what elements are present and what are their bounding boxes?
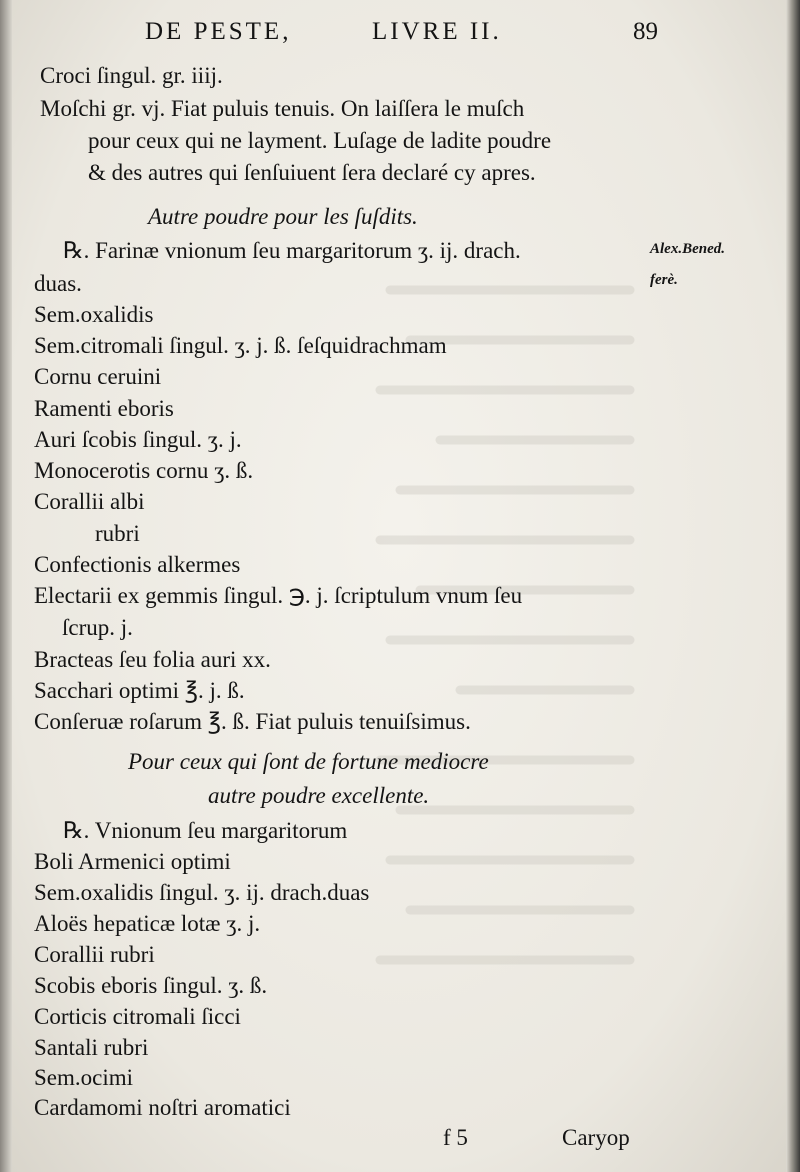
running-title: DE PESTE, — [145, 18, 292, 45]
text-line: Croci ſingul. gr. iiij. — [40, 63, 223, 88]
text-line: Sem.citromali ſingul. ʒ. j. ß. ſeſquidrachmam — [34, 333, 447, 358]
text-line: Santali rubri — [34, 1035, 149, 1060]
text-line: Ramenti eboris — [34, 396, 174, 421]
page-number: 89 — [633, 18, 658, 45]
text-line: Auri ſcobis ſingul. ʒ. j. — [34, 427, 242, 452]
text-line: pour ceux qui ne layment. Luſage de ladite poudre — [88, 128, 552, 153]
margin-note-author: Alex.Bened. — [650, 241, 725, 257]
text-line: Bracteas ſeu folia auri xx. — [34, 647, 271, 672]
show-through-lines — [360, 280, 640, 1000]
text-line: Corallii rubri — [34, 942, 155, 967]
page-left-edge — [0, 0, 12, 1172]
text-line: ℞. Vnionum ſeu margaritorum — [63, 818, 348, 843]
section-heading: autre poudre excellente. — [208, 783, 430, 808]
text-line: Cardamomi noſtri aromatici — [34, 1095, 291, 1120]
text-line: Moſchi gr. vj. Fiat puluis tenuis. On laiſſera le muſch — [40, 96, 525, 121]
text-line: Sacchari optimi ℥. j. ß. — [34, 678, 245, 703]
section-heading: Autre poudre pour les ſuſdits. — [148, 204, 418, 229]
text-line: Sem.oxalidis — [34, 302, 154, 327]
text-line: Sem.ocimi — [34, 1065, 134, 1090]
page-right-edge — [786, 0, 800, 1172]
signature-mark: f 5 — [443, 1125, 468, 1150]
text-line: duas. — [34, 271, 82, 296]
text-line: Aloës hepaticæ lotæ ʒ. j. — [34, 911, 261, 936]
text-line: Electarii ex gemmis ſingul. ℈. j. ſcriptulum vnum ſeu — [34, 583, 523, 608]
text-line: Corticis citromali ſicci — [34, 1004, 241, 1029]
text-line: Monocerotis cornu ʒ. ß. — [34, 458, 254, 483]
text-line: ℞. Farinæ vnionum ſeu margaritorum ʒ. ij. drach. — [63, 238, 521, 263]
text-line: Conſeruæ roſarum ℥. ß. Fiat puluis tenuiſsimus. — [34, 709, 471, 734]
section-heading: Pour ceux qui ſont de fortune mediocre — [128, 749, 489, 774]
text-line: Corallii albi — [34, 489, 145, 514]
show-through-texture — [360, 280, 640, 1000]
text-line: rubri — [95, 521, 140, 546]
text-line: & des autres qui ſenſuiuent ſera declaré cy apres. — [88, 160, 536, 185]
margin-note-ref: ferè. — [650, 272, 678, 288]
book-label: LIVRE II. — [372, 18, 502, 45]
text-line: Sem.oxalidis ſingul. ʒ. ij. drach.duas — [34, 880, 370, 905]
text-line: Cornu ceruini — [34, 364, 162, 389]
text-line: ſcrup. j. — [62, 615, 133, 640]
text-line: Scobis eboris ſingul. ʒ. ß. — [34, 973, 268, 998]
text-line: Confectionis alkermes — [34, 552, 241, 577]
catchword: Caryop — [562, 1125, 630, 1150]
text-line: Boli Armenici optimi — [34, 849, 231, 874]
